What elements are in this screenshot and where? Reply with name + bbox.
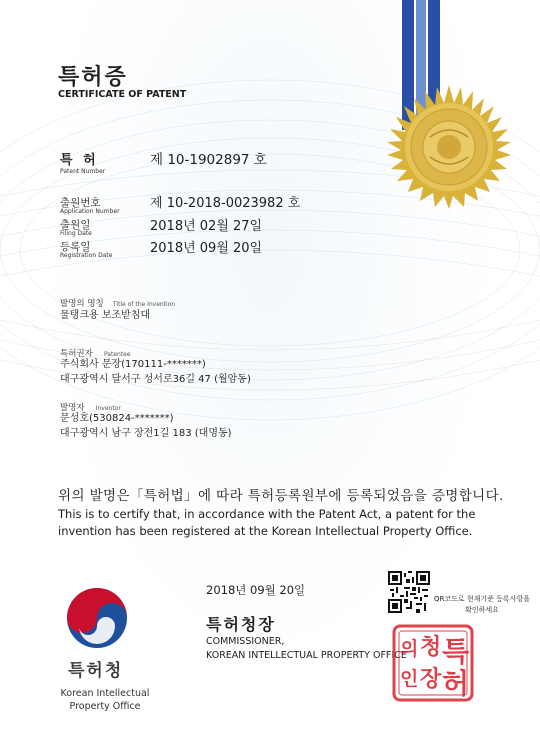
invention-label-en: Title of the Invention [112, 301, 176, 308]
registration-date-label-en: Registration Date [60, 252, 113, 259]
patentee-address: 대구광역시 달서구 성서로36길 47 (월암동) [60, 374, 251, 385]
office-name-en: Korean Intellectual Property Office [60, 688, 150, 712]
seal-char-1: 특 [442, 635, 470, 668]
inventor-address: 대구광역시 남구 장전1길 183 (대명동) [60, 428, 232, 439]
application-number-label: 출원번호 [60, 197, 101, 209]
patentee-label: 특허권자 [60, 349, 93, 359]
commissioner-title: 특허청장 [206, 615, 276, 634]
commissioner-en-line1: COMMISSIONER, [206, 636, 285, 647]
gold-seal [385, 83, 513, 211]
seal-char-6: 인 [400, 668, 419, 690]
kipo-logo-icon [65, 586, 129, 650]
inventor-label: 발명자 [60, 403, 85, 413]
commissioner-title-en [206, 635, 407, 663]
application-number-label-en: Application Number [60, 208, 120, 215]
office-name-ko: 특허청 [68, 661, 124, 681]
certificate-title: 특허증 [58, 65, 128, 90]
application-number-value: 제 10-2018-0023982 호 [150, 196, 301, 211]
seal-char-5: 의 [400, 638, 419, 660]
filing-date-label-en: Filing Date [60, 230, 92, 237]
patentee-label-en: Patentee [103, 351, 131, 358]
issue-date: 2018년 09월 20일 [206, 583, 306, 597]
patentee-name: 주식회사 문장(170111-*******) [60, 359, 206, 370]
qr-caption: QR코드로 현재기준 등록사항을 확인하세요 [434, 595, 530, 614]
patent-number-label: 특 허 [60, 153, 99, 168]
invention-label: 발명의 명칭 [60, 299, 104, 309]
inventor-name: 문성호(530824-*******) [60, 413, 174, 424]
filing-date-value: 2018년 02월 27일 [150, 219, 263, 234]
certification-statement-ko: 위의 발명은「특허법」에 따라 특허등록원부에 등록되었음을 증명합니다. [58, 488, 504, 504]
official-seal [388, 620, 478, 706]
patent-number-value: 제 10-1902897 호 [150, 152, 267, 168]
patent-number-label-en: Patent Number [60, 168, 106, 175]
registration-date-value: 2018년 09월 20일 [150, 241, 263, 256]
certification-statement-en: This is to certify that, in accordance with the Patent Act, a patent for the invention has been registered at the Korean Intellectual Property Office. [58, 507, 476, 538]
seal-char-2: 허 [442, 667, 470, 700]
qr-code[interactable] [388, 571, 430, 613]
filing-date-label: 출원일 [60, 219, 91, 231]
certificate-subtitle: CERTIFICATE OF PATENT [58, 89, 187, 100]
seal-char-3: 청 [420, 634, 442, 660]
inventor-label-en: Inventor [95, 405, 121, 412]
commissioner-en-line2: KOREAN INTELLECTUAL PROPERTY OFFICE [206, 650, 407, 661]
registration-date-label: 등록일 [60, 241, 91, 253]
seal-char-4: 장 [420, 666, 442, 692]
invention-title: 물탱크용 보조받침대 [60, 310, 151, 321]
